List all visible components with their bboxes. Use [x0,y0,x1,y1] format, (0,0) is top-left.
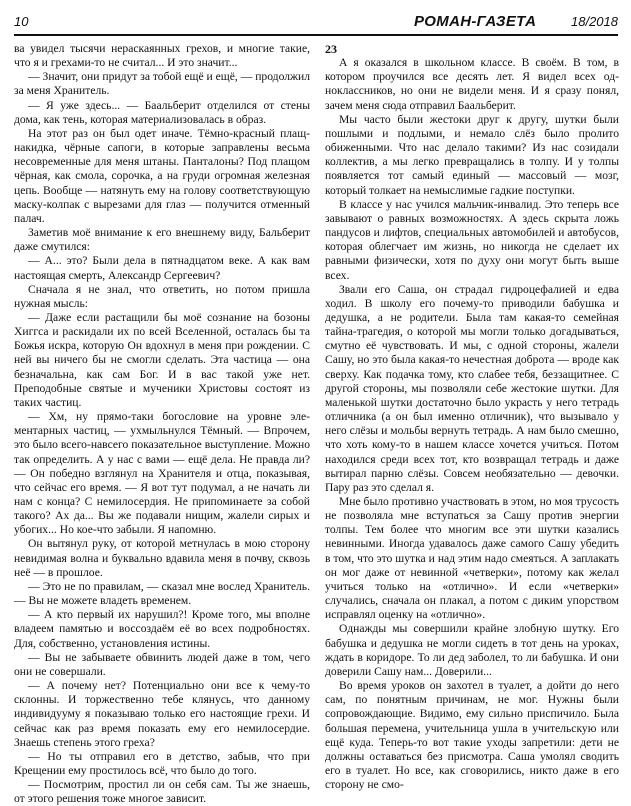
paragraph: — Я уже здесь... — Баальберит отделился от стены дома, как тень, которая материализовалась в образ. [14,98,310,126]
paragraph: Однажды мы совершили крайне злобную шутку. Его бабушка и дедушка не могли сидеть в тот день на уроках, ждать в коридоре. То ли дед заболел, то ли бабушка. И они доверили Сашу нам... Доверили... [325,622,619,678]
paragraph: На этот раз он был одет иначе. Тёмно-красный плащ-накидка, чёрные сапоги, в которые заправлены весьма несовременные для меня штаны. Панталоны? Под плащом чёрная, как смола, сорочка, а на груди огромная железная цепь. Вообще — натянуть ему на голову соответствующую маску-колпак с вырезами для глаз — получится отменный палач. [14,126,310,225]
paragraph: — Это не по правилам, — сказал мне вослед Хранитель. — Вы не можете владеть временем. [14,579,310,608]
right-text-column [325,42,619,796]
paragraph: В классе у нас учился мальчик-инвалид. Это теперь все завывают о равных возможностях. А здесь скрыта ложь пандусов и лифтов, специальных автомобилей и автобусов, которая облегчает им жизнь, но никогда не сделает их равными физически, хотя по духу они могут быть выше всех. [325,197,619,282]
paragraph: ва увидел тысячи нераскаянных грехов, и многие такие, что я и грехами-то не считал... И это значит... [14,42,310,70]
paragraph: — Вы не забываете обвинить людей даже в том, чего они не совершали. [14,650,310,678]
paragraph: Он вытянул руку, от которой метнулась в мою сторону невидимая волна и буквально вдавила меня в почву, сквозь неё — в прошлое. [14,537,310,579]
paragraph: Мне было противно участвовать в этом, но моя трусость не позволяла мне вступаться за Сашу против энергии толпы. Тем более что многим все эти шутки казались невинными. Иногда удавалось даже самого Сашу убедить в том, что это шутка и над этим надо смеяться. А заплакать он мог даже от невинной «четверки», потому как желал учиться только на «отлично». И если «четверки» случались, сначала он плакал, а потом с диким упорством исправлял оценку на «отлично». [325,495,620,622]
publication-title: РОМАН-ГАЗЕТА [414,13,537,30]
paragraph: — Но ты отправил его в детство, забыв, что при Крещении ему простилось всё, что было до того. [14,749,310,777]
page-number: 10 [14,14,29,29]
paragraph: — Даже если растащили бы моё сознание на бозоны Хиггса и раскидали их по всей Вселенной, осталась бы та Божья искра, которую Он вдохнул в меня при рождении. С ней вы ничего бы не смогли сделать. Эта частица — она безначальна, как сам Бог. И в вас такой уже нет. Преподобные святые и мученики Христовы состоят из таких частиц. [14,310,310,409]
paragraph: А я оказался в школьном классе. В своём. В том, в котором проучился все десять лет. Я видел всех одноклассников, но они не видели меня. И я сразу понял, зачем меня сюда отправил Баальберит. [325,56,619,112]
paragraph: — Хм, ну прямо-таки богословие на уровне элементарных частиц, — ухмыльнулся Тёмный. — Впрочем, это было всего-навсего показательное выступление. Можно так определить. А у нас с вами — ещё дела. Не правда ли? — Он победно взглянул на Хранителя и отца, показывая, что сейчас его время. — Я вот тут подумал, а не начать ли нам с конца? С немилосердия. Не припоминаете за собой такого? Ах да... Вы же подавали нищим, жалели сирых и убогих... Но кое-что забыли. Я напомню. [14,410,310,537]
paragraph: Звали его Саша, он страдал гидроцефалией и едва ходил. В школу его почему-то приводили бабушка и дедушка, а не родители. Была там какая-то семейная тайна-трагедия, о которой мы могли только догадываться, смутно её чувствовать. И мы, с одной стороны, жалели Сашу, но это была какая-то нечестная доброта — вроде как сверху. Как подачка тому, кто слабее тебя, беззащитнее. С другой стороны, мы позволяли себе жестокие шутки. Для маленькой шутки достаточно было украсть у него тетрадь отличника (а он был именно отличник), что вызывало у него слёзы и мольбы вернуть тетрадь. А нам было смешно, что хоть кому-то в нашем классе хочется учиться. Потом находился среди всех тот, кто возвращал тетрадь и даже вытирал парню слёзы. Совсем необязательно — девочки. Пару раз это сделал я. [325,282,619,494]
chapter-number: 23 [325,42,337,56]
paragraph: — А кто первый их нарушил?! Кроме того, мы вполне владеем памятью и воссоздаём её во всех подробностях. Для, собственно, установления истины. [14,608,310,650]
paragraph: — Значит, они придут за тобой ещё и ещё, — продолжил за меня Хранитель. [14,70,310,98]
paragraph: Сначала я не знал, что ответить, но потом пришла нужная мысль: [14,282,310,310]
paragraph: — А... это? Были дела в пятнадцатом веке. А как вам настоящая смерть, Александр Сергеевич? [14,254,310,282]
paragraph: Во время уроков он захотел в туалет, а дойти до него сам, по понятным причинам, не мог. Нужны были сопровождающие. Видимо, ему сильно приспичило. Была большая перемена, учительница ушла в учительскую или ещё куда. Теперь-то вот такие уходы запретили: дети не должны оставаться без присмотра. Саша умолял сводить его в туалет. Но все, как сговорились, никто даже в его сторону не смо- [325,679,619,792]
paragraph: — А почему нет? Потенциально они все к чему-то склонны. И торжественно тебе клянусь, что данному индивидууму я показываю только его настоящие грехи. И сейчас как раз время показать ему его немилосердие. Знаешь степень этого греха? [14,679,310,749]
paragraph: — Посмотрим, простил ли он себя сам. Ты же знаешь, от этого решения тоже многое зависит. [14,778,310,806]
issue-number: 18/2018 [571,14,618,29]
paragraph: Заметив моё внимание к его внешнему виду, Бальберит даже смутился: [14,226,310,254]
left-text-column [14,42,310,806]
paragraph: Мы часто были жестоки друг к другу, шутки были пошлыми и подлыми, и немало слёз было пролито обиженными. Что нас делало такими? Из нас созидали коллектив, а мы легко превращались в толпу. И у толпы появляется тот самый единый — массовый — мозг, который толкает на немыслимые гадкие поступки. [325,112,619,197]
running-header [14,12,618,36]
